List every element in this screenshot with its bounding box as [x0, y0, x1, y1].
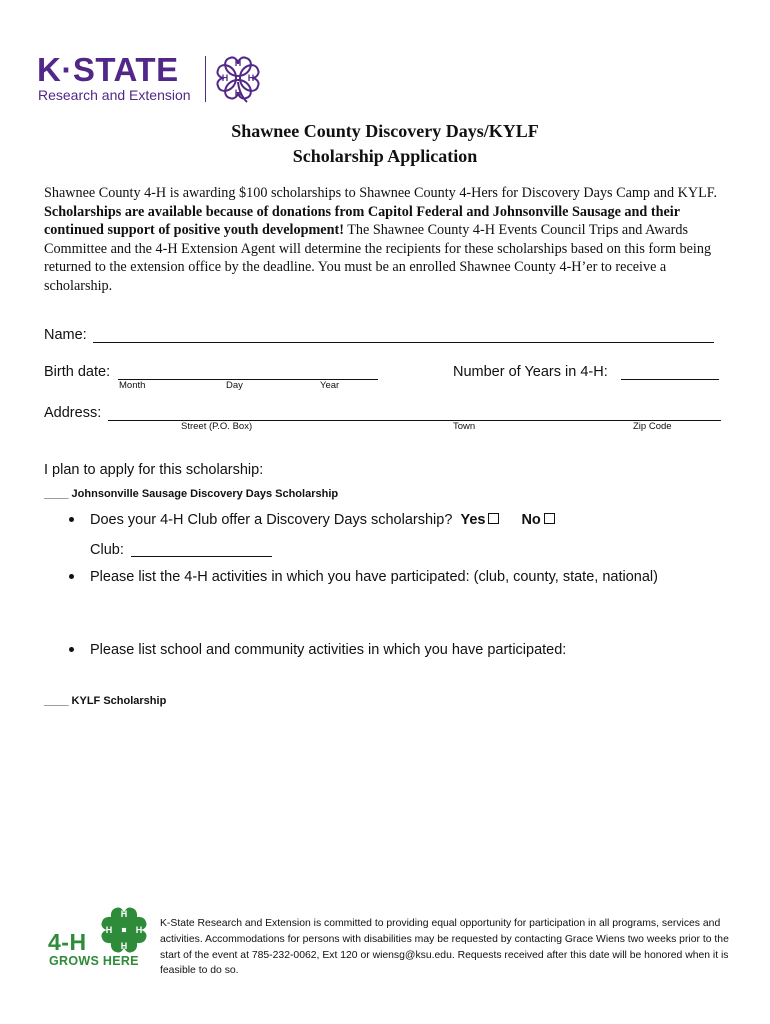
- option-blank[interactable]: ____: [44, 488, 69, 500]
- equal-opportunity-statement: K-State Research and Extension is committed to providing equal opportunity for participation in all programs, services and activities. Accommodations for persons with disabilities may be requested by contacting Grace Wiens two weeks prior to the start of the event at 785-232-0062, Ext 120 or wiensg@ksu.edu. Requests received after this date will be honored when it is feasible to do so.: [160, 918, 729, 977]
- option-blank[interactable]: ____: [44, 695, 69, 707]
- address-town-caption: Town: [453, 421, 476, 432]
- address-label: Address:: [44, 405, 102, 421]
- kstate-logo-wordmark: K·STATE: [37, 51, 179, 88]
- club-label: Club:: [90, 542, 124, 558]
- birth-date-label: Birth date:: [44, 364, 111, 380]
- intro-paragraph: [44, 184, 734, 296]
- address-zip-caption: Zip Code: [633, 421, 672, 432]
- bullet-icon: [69, 517, 74, 522]
- club-field[interactable]: [131, 556, 272, 557]
- clover-letter: H: [135, 925, 143, 935]
- option-kylf[interactable]: [44, 694, 166, 708]
- four-h-clover-icon: [213, 52, 263, 104]
- yes-checkbox[interactable]: [488, 513, 499, 524]
- four-h-grows-here-text: GROWS HERE: [49, 954, 139, 968]
- four-h-logo-text: 4-H: [48, 929, 87, 955]
- address-street-caption: Street (P.O. Box): [181, 421, 253, 432]
- yes-label: Yes: [460, 512, 486, 528]
- years-in-4h-field[interactable]: [621, 379, 719, 380]
- question-school-activities: Please list school and community activities in which you have participated:: [90, 642, 567, 658]
- option-discovery-days[interactable]: [44, 487, 338, 501]
- bullet-icon: [69, 574, 74, 579]
- question-club-discovery-days: [90, 511, 555, 529]
- option-label: KYLF Scholarship: [71, 695, 167, 707]
- clover-letter: H: [120, 909, 128, 919]
- option-label: Johnsonville Sausage Discovery Days Scholarship: [71, 488, 339, 500]
- clover-letter: H: [234, 88, 242, 98]
- intro-text-continued: The Shawnee County 4-H Events Council Trips and Awards Committee and the 4-H Extension Agent will determine the recipients for these scholarships based on this form being returned to the extension office by the deadline. You must be an enrolled Shawnee County 4-H’er to receive a scholarship.: [44, 222, 712, 294]
- clover-letter: H: [221, 73, 229, 83]
- page-subtitle: Scholarship Application: [292, 146, 478, 166]
- question-4h-activities: Please list the 4-H activities in which you have participated: (club, county, state, national): [90, 569, 658, 585]
- bullet-icon: [69, 647, 74, 652]
- no-label: No: [521, 512, 541, 528]
- four-h-clover-icon: [97, 902, 151, 956]
- intro-bold-text: Scholarships are available because of donations from Capitol Federal and Johnsonville Sausage and their continued support of positive youth development!: [44, 203, 680, 239]
- birth-day-caption: Day: [226, 380, 243, 391]
- birth-month-caption: Month: [119, 380, 146, 391]
- question-text: Does your 4-H Club offer a Discovery Days scholarship?: [90, 512, 453, 528]
- clover-letter: H: [105, 925, 113, 935]
- clover-letter: H: [234, 58, 242, 68]
- intro-text: Shawnee County 4-H is awarding $100 scholarships to Shawnee County 4-Hers for Discovery Days Camp and KYLF.: [44, 185, 718, 201]
- plan-heading: I plan to apply for this scholarship:: [44, 462, 264, 478]
- birth-year-caption: Year: [320, 380, 340, 391]
- clover-letter: H: [120, 941, 128, 951]
- years-in-4h-label: Number of Years in 4-H:: [453, 364, 608, 380]
- no-checkbox[interactable]: [544, 513, 555, 524]
- name-field[interactable]: [93, 342, 714, 343]
- logo-divider: [205, 56, 206, 102]
- kstate-logo-subtitle: Research and Extension: [38, 87, 191, 103]
- name-label: Name:: [44, 327, 87, 343]
- page-title: Shawnee County Discovery Days/KYLF: [231, 121, 539, 141]
- clover-letter: H: [247, 73, 255, 83]
